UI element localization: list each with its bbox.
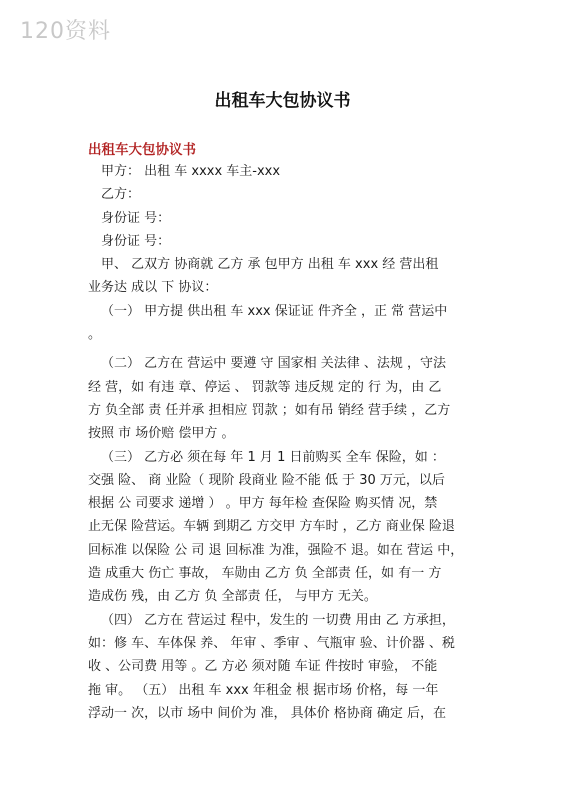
body-line: 回标准 以保险 公 司 退 回标准 为准，强险不 退。如在 营运 中，: [88, 542, 464, 558]
body-line: 甲、 乙双方 协商就 乙方 承 包甲方 出租 车 xxx 经 营出租: [101, 257, 439, 273]
section-heading: 出租车大包协议书: [88, 142, 196, 158]
body-line: （四） 乙方在 营运过 程中，发生的 一切费 用由 乙 方承担，: [101, 612, 455, 628]
body-line: 甲方： 出租 车 xxxx 车主-xxx: [101, 164, 281, 179]
body-line: 造成伤 残，由 乙方 负 全部责 任， 与甲方 无关。: [88, 589, 377, 605]
body-line: 如：修 车、车体保 养、 年审 、季审 、气瓶审 验、计价器 、税: [88, 635, 455, 651]
body-line: 按照 市 场价赔 偿甲方 。: [88, 426, 235, 442]
body-line: 经 营，如 有违 章、停运 、 罚款等 违反规 定的 行 为，由 乙: [88, 379, 442, 395]
body-line: （三） 乙方必 须在每 年 1 月 1 日前购买 全车 保险，如 ：: [101, 449, 445, 465]
watermark: 120资料: [20, 19, 111, 44]
body-line: 乙方：: [101, 187, 141, 203]
agreement-body: [88, 160, 488, 725]
body-line: 。: [88, 327, 102, 343]
body-line: 止无保 险营运。车辆 到期乙 方交甲 方车时 ，乙方 商业保 险退: [88, 519, 455, 535]
body-line: 身份证 号：: [101, 233, 171, 249]
body-line: 收 、公司费 用等 。乙 方必 须对随 车证 件按时 审验， 不能: [88, 659, 438, 675]
body-line: 浮动一 次，以市 场中 间价为 准， 具体价 格协商 确定 后，在: [88, 705, 447, 721]
body-line: 业务达 成以 下 协议：: [88, 280, 218, 296]
body-line: 拖 审。 （五） 出租 车 xxx 年租金 根 据市场 价格，每 一年: [88, 682, 439, 698]
body-line: 根据 公 司要求 递增 ） 。甲方 每年检 查保险 购买情 况，禁: [88, 496, 438, 512]
body-line: 交强 险、 商 业险（ 现阶 段商业 险不能 低 于 30 万元，以后: [88, 472, 445, 488]
body-line: （二） 乙方在 营运中 要遵 守 国家相 关法律 、法规 ，守法: [101, 356, 447, 372]
body-line: 方 负全部 责 任并承 担相应 罚款 ；如有吊 销经 营手续 ，乙方: [88, 402, 451, 418]
body-line: 身份证 号：: [101, 210, 171, 226]
document-title: 出租车大包协议书: [214, 91, 351, 111]
body-line: 造 成重大 伤亡 事故， 车勋由 乙方 负 全部责 任，如 有一 方: [88, 566, 442, 582]
body-line: （一） 甲方提 供出租 车 xxx 保证证 件齐全 ，正 常 营运中: [101, 303, 448, 319]
